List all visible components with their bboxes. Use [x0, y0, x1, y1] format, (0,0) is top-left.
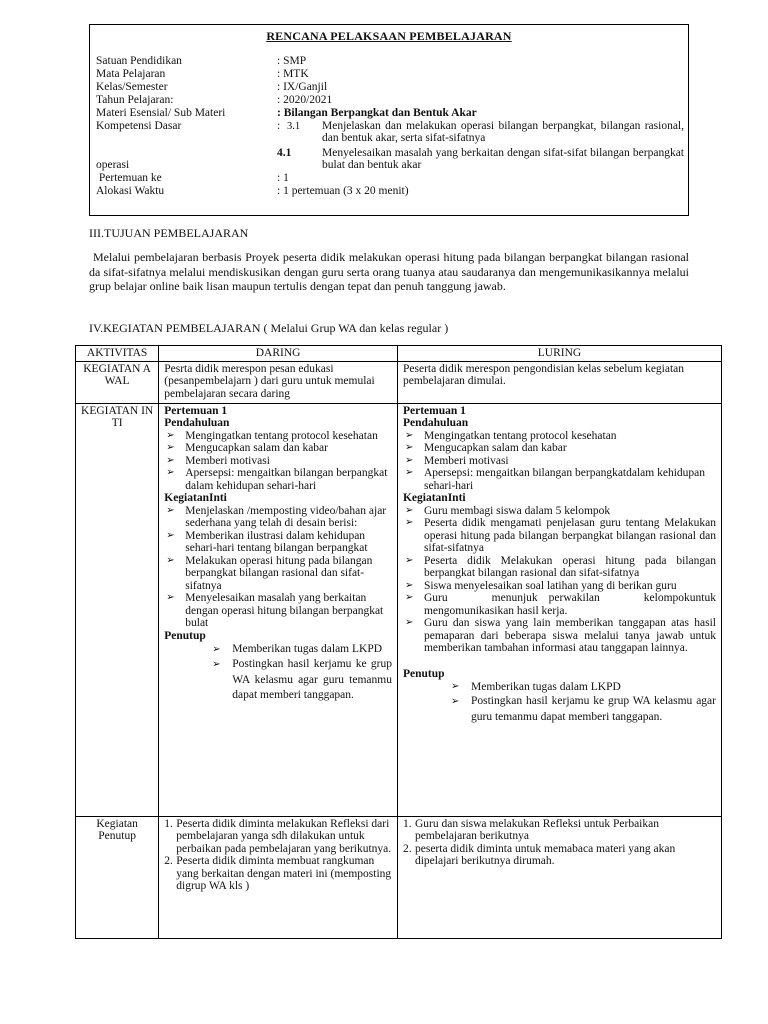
list-item: ➢ Mengucapkan salam dan kabar [166, 442, 328, 454]
daring-penutup-list [164, 642, 392, 704]
arrow-bullet-icon: ➢ [166, 554, 175, 566]
list-item: 1. Peserta didik diminta melakukan Refleksi dari pembelajaran yanga sdh dilakukan untuk perbaikan pada pembelajaran yang berikutnya. [164, 817, 392, 855]
arrow-bullet-icon: ➢ [166, 454, 175, 466]
luring-penutup-list [403, 680, 716, 725]
arrow-bullet-icon: ➢ [404, 454, 414, 466]
list-item: ➢ Menyelesaikan masalah yang berkaitan dengan operasi hitung bilangan berpangkat bulat [166, 592, 384, 629]
kd-colon: : [277, 120, 281, 132]
penutup-daring-list [164, 818, 392, 893]
luring-inti-list [403, 504, 719, 655]
arrow-bullet-icon: ➢ [404, 442, 414, 453]
list-item: 1. Guru dan siswa melakukan Refleksi untuk Perbaikan pembelajaran berikutnya [402, 817, 659, 842]
tujuan-heading: III.TUJUAN PEMBELAJARAN [89, 226, 249, 240]
label-alokasi-waktu: Alokasi Waktu [96, 185, 165, 197]
kd1-text: Menjelaskan dan melakukan operasi bilangan berpangkat, bilangan rasional, dan bentuk akar, serta sifat-sifatnya [322, 120, 684, 144]
arrow-bullet-icon: ➢ [404, 517, 414, 528]
arrow-bullet-icon: ➢ [166, 592, 175, 603]
value-satuan-pendidikan: : SMP [277, 55, 307, 67]
arrow-bullet-icon: ➢ [212, 644, 221, 655]
value-mata-pelajaran: : MTK [277, 68, 309, 80]
luring-penutup: Penutup [402, 667, 445, 680]
col-aktivitas: AKTIVITAS [76, 346, 159, 362]
value-tahun-pelajaran: : 2020/2021 [277, 94, 333, 106]
arrow-bullet-icon: ➢ [404, 467, 414, 478]
arrow-bullet-icon: ➢ [404, 579, 414, 591]
spacer [403, 655, 716, 668]
label-kegiatan-penutup: Kegiatan Penutup [76, 816, 159, 938]
label-satuan-pendidikan: Satuan Pendidikan [96, 55, 182, 67]
row-kegiatan-inti [76, 403, 722, 816]
list-item: ➢ Apersepsi: mengaitkan bilangan berpangkatdalam kehidupan sehari-hari [404, 467, 706, 492]
awal-luring: Peserta didik merespon pengondisian kelas sebelum kegiatan pembelajaran dimulai. [397, 361, 721, 403]
label-kegiatan-awal: KEGIATAN AWAL [76, 361, 159, 403]
list-item: ➢ Postingkan hasil kerjamu ke grup WA kelasmu agar guru temanmu dapat memberi tanggapan. [450, 695, 716, 723]
list-item: ➢ Peserta didik mengamati penjelasan guru tentang Melakukan operasi hitung pada bilangan berpangkat bilangan rasional dan sifat-sifatnya [404, 517, 716, 554]
list-item: ➢ Memberikan tugas dalam LKPD [212, 643, 383, 655]
daring-kegiatan-inti: KegiatanInti [164, 492, 227, 504]
daring-pendahuluan: Pendahuluan [164, 417, 230, 429]
daring-penutup: Penutup [164, 629, 206, 642]
tujuan-paragraph: Melalui pembelajaran berbasis Proyek peserta didik melakukan operasi hitung pada bilangan berpangkat bilangan rasional da sifat-sifatnya melalui mendiskusikan dengan guru serta orang tuanya atau saudaranya dan mengemunikasikannya melalui grup belajar online baik lisan maupun tertulis dengan tepat dan penuh tanggung jawab. [89, 250, 689, 293]
value-kelas-semester: : IX/Ganjil [277, 81, 328, 93]
kegiatan-table [75, 345, 722, 939]
arrow-bullet-icon: ➢ [166, 467, 175, 478]
label-kelas-semester: Kelas/Semester [96, 81, 168, 93]
list-item: ➢ Mengingatkan tentang protocol kesehatan [404, 429, 617, 442]
table-header-row [76, 346, 722, 362]
arrow-bullet-icon: ➢ [212, 659, 221, 670]
arrow-bullet-icon: ➢ [450, 696, 460, 707]
kegiatan-heading: IV.KEGIATAN PEMBELAJARAN ( Melalui Grup WA dan kelas regular ) [89, 321, 449, 335]
list-item: ➢ Memberikan ilustrasi dalam kehidupan sehari-hari tentang bilangan berpangkat [166, 529, 368, 554]
value-materi-esensial: : Bilangan Berpangkat dan Bentuk Akar [277, 107, 477, 119]
arrow-bullet-icon: ➢ [404, 617, 414, 628]
list-item: 2. peserta didik diminta untuk memabaca materi yang akan dipelajari berikutnya dirumah. [402, 842, 676, 867]
penutup-daring [159, 816, 398, 938]
luring-kegiatan-inti: KegiatanInti [402, 492, 466, 504]
kd2-number: 4.1 [277, 147, 292, 159]
arrow-bullet-icon: ➢ [166, 504, 175, 516]
list-item: ➢ Memberi motivasi [166, 454, 270, 467]
list-item: ➢ Guru menunjuk perwakilan kelompokuntuk mengomunikasikan hasil kerja. [404, 592, 719, 617]
label-kegiatan-inti: KEGIATAN INTI [76, 403, 159, 816]
awal-daring: Pesrta didik merespon pesan edukasi (pesanpembelajarn ) dari guru untuk memulai pembelajaran secara daring [159, 361, 398, 403]
document-title: RENCANA PELAKSAAN PEMBELAJARAN [266, 29, 512, 43]
label-pertemuan: Pertemuan ke [96, 172, 162, 184]
list-item: 2. Peserta didik diminta membuat rangkuman yang berkaitan dengan materi ini (memposting digrup WA kls ) [164, 855, 392, 892]
penutup-luring [397, 816, 721, 938]
row-kegiatan-penutup [76, 816, 722, 938]
list-item: ➢ Melakukan operasi hitung pada bilangan berpangkat bilangan rasional dan sifat-sifatnya [166, 554, 373, 592]
label-mata-pelajaran: Mata Pelajaran [96, 68, 166, 80]
penutup-luring-list [403, 818, 716, 868]
list-item: ➢ Apersepsi: mengaitkan bilangan berpangkat dalam kehidupan sehari-hari [166, 467, 388, 492]
list-item: ➢ Peserta didik Melakukan operasi hitung pada bilangan berpangkat bilangan rasional dan sifat-sifatnya [404, 554, 716, 579]
kd2-text: Menyelesaikan masalah yang berkaitan dengan sifat-sifat bilangan berpangkat bulat dan bentuk akar [322, 147, 684, 171]
luring-pertemuan: Pertemuan 1 [402, 404, 466, 417]
col-daring: DARING [159, 346, 398, 362]
list-item: ➢ Postingkan hasil kerjamu ke grup WA kelasmu agar guru temanmu dapat memberi tanggapan. [212, 658, 392, 701]
list-item: ➢ Mengucapkan salam dan kabar [404, 442, 567, 454]
label-operasi: operasi [96, 159, 130, 171]
kd1-number: 3.1 [287, 121, 301, 132]
arrow-bullet-icon: ➢ [166, 529, 175, 541]
label-materi-esensial: Materi Esensial/ Sub Materi [96, 107, 226, 119]
arrow-bullet-icon: ➢ [404, 504, 414, 516]
value-pertemuan: : 1 [277, 172, 289, 184]
arrow-bullet-icon: ➢ [404, 429, 414, 441]
daring-pertemuan: Pertemuan 1 [164, 404, 228, 417]
value-alokasi-waktu: : 1 pertemuan (3 x 20 menit) [277, 185, 409, 197]
inti-luring [397, 403, 721, 816]
list-item: ➢ Memberikan tugas dalam LKPD [450, 681, 621, 693]
inti-daring [159, 403, 398, 816]
arrow-bullet-icon: ➢ [404, 592, 414, 603]
list-item: ➢ Guru dan siswa yang lain memberikan tanggapan atas hasil pemaparan dari beberapa siswa melalui tanya jawab untuk memberikan tambahan informasi atau tanggapan lainnya. [404, 617, 716, 654]
col-luring: LURING [397, 346, 721, 362]
daring-pendahuluan-list [164, 430, 392, 493]
list-item: ➢ Guru membagi siswa dalam 5 kelompok [404, 504, 611, 517]
label-tahun-pelajaran: Tahun Pelajaran: [96, 94, 174, 106]
list-item: ➢ Siswa menyelesaikan soal latihan yang di berikan guru [404, 579, 677, 592]
arrow-bullet-icon: ➢ [166, 429, 175, 441]
arrow-bullet-icon: ➢ [404, 554, 414, 566]
arrow-bullet-icon: ➢ [450, 681, 460, 692]
rpp-header-box [89, 24, 689, 216]
arrow-bullet-icon: ➢ [166, 442, 175, 453]
list-item: ➢ Menjelaskan /memposting video/bahan ajar sederhana yang telah di desain berisi: [166, 504, 387, 529]
luring-pendahuluan-list [403, 430, 716, 493]
list-item: ➢ Memberi motivasi [404, 454, 509, 467]
row-kegiatan-awal [76, 361, 722, 403]
list-item: ➢ Mengingatkan tentang protocol kesehatan [166, 429, 378, 442]
label-kompetensi-dasar: Kompetensi Dasar [96, 120, 182, 132]
luring-pendahuluan: Pendahuluan [402, 417, 469, 429]
daring-inti-list [164, 505, 392, 630]
